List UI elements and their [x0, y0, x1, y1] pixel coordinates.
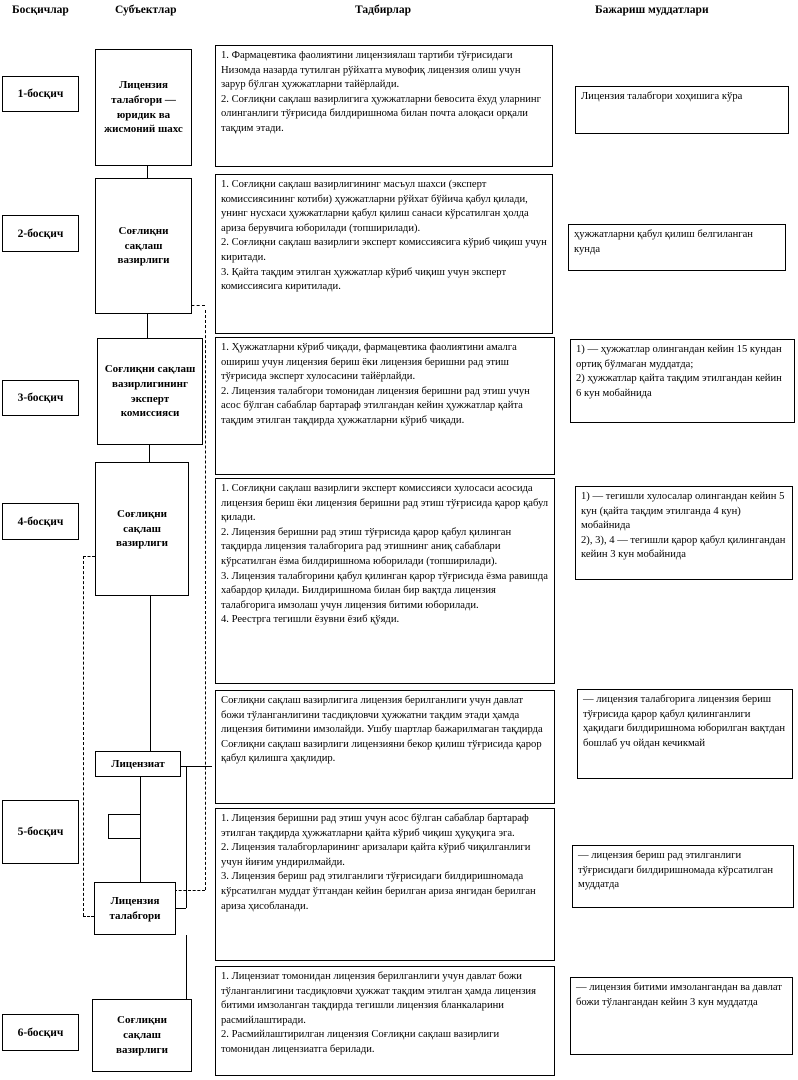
item-text: 1) — тегишли хулосалар олингандан кейин 5 кун (қайта тақдим этилганда 4 кун) мобайнида [581, 491, 785, 532]
item-text: 3. Қайта тақдим этилган ҳужжатлар кўриб чиқиш учун эксперт комиссиясига киритилади. [221, 266, 507, 293]
deadline-stage-5-licensee [577, 689, 793, 779]
item-text: 3. Лицензия бериш рад этилганлиги тўғрисидаги билдиришномада кўрсатилган муддат ўтгандан кейин берилган ариза янгидан берилган ариза ҳисобланади. [221, 871, 536, 912]
header-deadlines: Бажариш муддатлари [595, 4, 709, 16]
item-text: 3. Лицензия талабгорини қабул қилинган қарор тўғрисида ёзма равишда хабардор қилади. Билдиришнома билан бир вақтда лицензия талабгорига имзолаш учун лицензия битими юборилади. [221, 570, 548, 611]
connector-line [186, 935, 187, 1000]
connector-line [108, 814, 140, 815]
item-text: 2. Лицензия талабгори томонидан лицензия беришни рад этиш учун асос бўлган сабаблар бартараф этилгандан кейин ҳужжатлар қайта тақдим этилган тақдирда ҳужжатларни кўриб чиқади. [221, 385, 530, 427]
connector-line [147, 166, 148, 178]
item-text: 1. Соғлиқни сақлаш вазирлигининг масъул шахси (эксперт комиссиясининг котиби) ҳужжатларни рўйхат бўйича қабул қилади, унинг нусхаси ҳужжатларни қабул қилиш санаси кўрсатилган ҳолда ариза берувчига юборилади (топширилади). [221, 179, 529, 234]
item-text: — лицензия талабгорига лицензия бериш тўғрисида қарор қабул қилинганлиги ҳақидаги билдиришнома юборилган вақтдан бошлаб уч ойдан кечикмай [583, 694, 786, 749]
subject-expert-commission: Соғлиқни сақлаш вазирлигининг эксперт комиссияси [97, 338, 203, 445]
item-text: 2) ҳужжатлар қайта тақдим этилгандан кейин 6 кун мобайнида [576, 373, 782, 399]
deadline-stage-1 [575, 86, 789, 134]
connector-line [180, 766, 212, 767]
stage-3: 3-босқич [2, 380, 79, 416]
connector-line [186, 766, 187, 908]
item-text: — лицензия бериш рад этилганлиги тўғрисидаги билдиришномада кўрсатилган муддатда [578, 850, 774, 891]
stage-5: 5-босқич [2, 800, 79, 864]
dashed-return-line [83, 556, 95, 557]
item-text: 2. Лицензия беришни рад этиш тўғрисида қарор қабул қилинган тақдирда лицензия талабгорига рад этишнинг аниқ сабаблари кўрсатилган ёзма билдиришнома юборилади (топширилади). [221, 526, 512, 568]
dashed-return-line [205, 310, 206, 890]
deadline-stage-2 [568, 224, 786, 271]
actions-stage-3 [215, 337, 555, 475]
subject-ministry-4: Соғлиқни сақлаш вазирлиги [95, 462, 189, 596]
item-text: 1. Соғлиқни сақлаш вазирлиги эксперт комиссияси хулосаси асосида лицензия бериш ёки лицензия беришни рад этиш тўғрисида қарор қабул қилади. [221, 483, 549, 524]
item-text: Соғлиқни сақлаш вазирлигига лицензия берилганлиги учун давлат божи тўланганлигини тасдиқловчи ҳужжатни тақдим этади ҳамда лицензия битимини имзолайди. Ушбу шартлар бажарилмаган тақдирда Соғлиқни сақлаш вазирлиги лицензияни бекор қилиш тўғрисида қарор қабул қилишга ҳақлидир. [221, 695, 543, 765]
header-actions: Тадбирлар [355, 4, 412, 16]
item-text: 1. Ҳужжатларни кўриб чиқади, фармацевтика фаолиятини амалга ошириш учун лицензия бериш ёки лицензия беришни рад этиш тўғрисида эксперт хулосасини тайёрлайди. [221, 342, 517, 383]
subject-ministry-2: Соғлиқни сақлаш вазирлиги [95, 178, 192, 314]
actions-stage-5-licensee [215, 690, 555, 804]
deadline-stage-5-applicant [572, 845, 794, 908]
item-text: 1) — ҳужжатлар олингандан кейин 15 кундан ортиқ бўлмаган муддатда; [576, 344, 782, 370]
item-text: 1. Фармацевтика фаолиятини лицензиялаш тартиби тўғрисидаги Низомда назарда тутилган рўйхатга мувофиқ лицензия олиш учун зарур бўлган ҳужжатларни тайёрлайди. [221, 50, 521, 91]
connector-line [149, 445, 150, 462]
item-text: 4. Реестрга тегишли ёзувни ёзиб қўяди. [221, 614, 400, 626]
connector-line [150, 596, 151, 751]
connector-line [140, 776, 141, 882]
stage-4: 4-босқич [2, 503, 79, 540]
deadline-stage-4 [575, 486, 793, 580]
dashed-return-line [83, 556, 84, 916]
deadline-stage-6 [570, 977, 793, 1055]
stage-1: 1-босқич [2, 76, 79, 112]
dashed-return-line [83, 916, 94, 917]
actions-stage-2 [215, 174, 553, 334]
deadline-stage-3 [570, 339, 795, 423]
item-text: 2. Расмийлаштирилган лицензия Соғлиқни сақлаш вазирлиги томонидан лицензиатга берилади. [221, 1029, 500, 1056]
actions-stage-4 [215, 478, 555, 684]
stage-6: 6-босқич [2, 1014, 79, 1051]
item-text: ҳужжатларни қабул қилиш белгиланган кунда [574, 229, 753, 255]
actions-stage-1 [215, 45, 553, 167]
item-text: 2. Соғлиқни сақлаш вазирлиги эксперт комиссиясига кўриб чиқиш учун киритади. [221, 237, 547, 264]
item-text: 1. Лицензия беришни рад этиш учун асос бўлган сабаблар бартараф этилган тақдирда ҳужжатларни қайта кўриб чиқиш ҳуқуқига эга. [221, 813, 529, 839]
item-text: 2. Соғлиқни сақлаш вазирлигига ҳужжатларни бевосита ёхуд уларнинг олинганлиги тўғрисида билдиришнома билан почта алоқаси орқали тақдим этади. [221, 93, 541, 135]
subject-applicant-1: Лицензия талабгори — юридик ва жисмоний шахс [95, 49, 192, 166]
subject-ministry-6: Соғлиқни сақлаш вазирлиги [92, 999, 192, 1072]
item-text: Лицензия талабгори хоҳишига кўра [581, 91, 743, 102]
connector-line [108, 814, 109, 838]
dashed-return-line [174, 890, 205, 891]
item-text: 2), 3), 4 — тегишли қарор қабул қилингандан кейин 3 кун мобайнида [581, 534, 786, 561]
header-stages: Босқичлар [12, 4, 69, 16]
item-text: 1. Лицензиат томонидан лицензия берилганлиги учун давлат божи тўланганлигини тасдиқловчи ҳужжат тақдим этилган ҳамда лицензия битими имзоланган тақдирда тегишли лицензия бланкаларини расмийлаштиради. [221, 971, 536, 1026]
actions-stage-5-applicant [215, 808, 555, 961]
header-subjects: Субъектлар [115, 4, 177, 16]
actions-stage-6 [215, 966, 555, 1076]
stage-2: 2-босқич [2, 215, 79, 252]
connector-line [176, 908, 186, 909]
item-text: — лицензия битими имзолангандан ва давлат божи тўлангандан кейин 3 кун муддатда [576, 982, 782, 1008]
item-text: 2. Лицензия талабгорларининг аризалари қайта кўриб чиқилганлиги учун йиғим ундирилмайди. [221, 842, 531, 868]
subject-licensee: Лицензиат [95, 751, 181, 777]
subject-applicant-5: Лицензия талабгори [94, 882, 176, 935]
connector-line [147, 314, 148, 338]
connector-line [108, 838, 140, 839]
